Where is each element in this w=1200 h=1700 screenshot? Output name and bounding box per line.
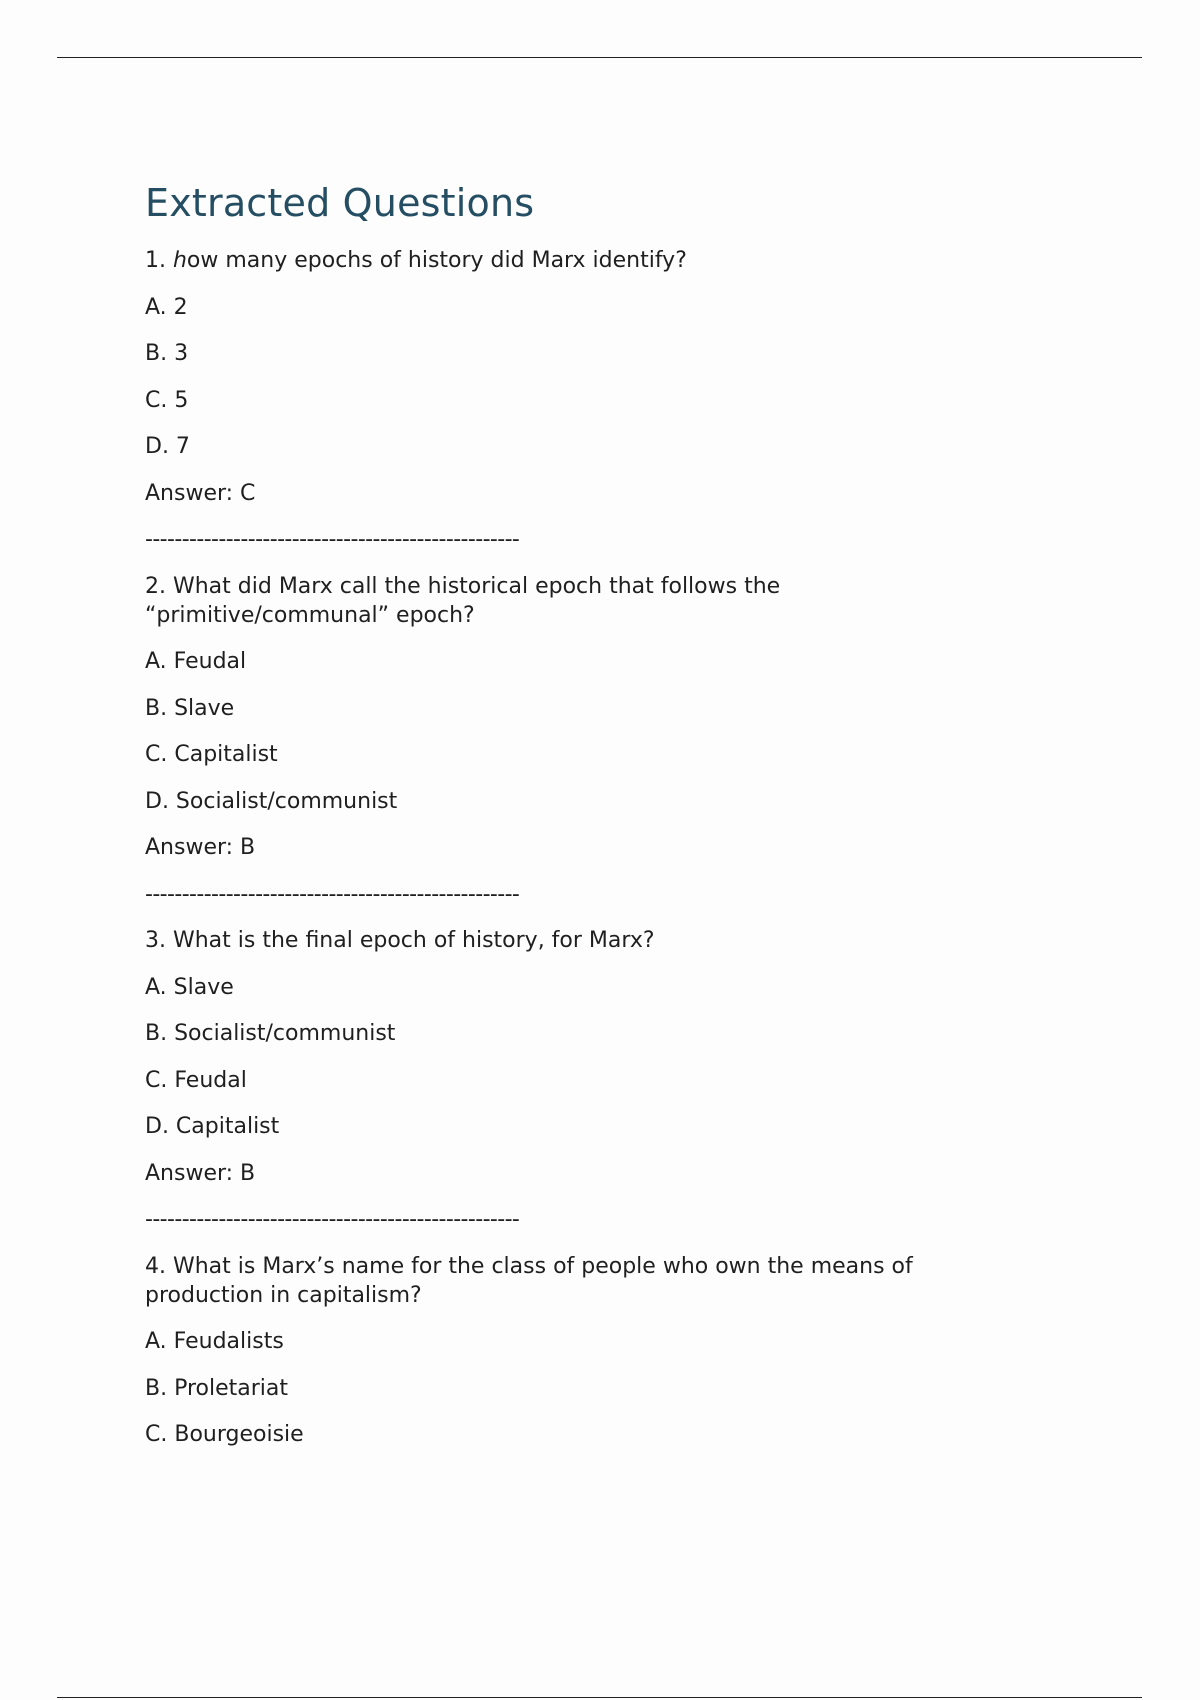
question-4-option-a: A. Feudalists bbox=[145, 1329, 284, 1354]
question-2-text: 2. What did Marx call the historical epoch that follows the “primitive/communal” epoch? bbox=[145, 573, 781, 628]
question-3-option-c: C. Feudal bbox=[145, 1067, 247, 1093]
question-1-option-c: C. 5 bbox=[145, 387, 189, 413]
separator-1: --------------------------------------------------- bbox=[145, 527, 520, 552]
question-3-option-a: A. Slave bbox=[145, 974, 234, 1000]
top-rule bbox=[57, 57, 1142, 58]
document-body bbox=[145, 176, 1065, 1467]
question-1-option-b: B. 3 bbox=[145, 341, 189, 366]
bottom-rule bbox=[57, 1697, 1142, 1698]
question-1-text: 1. ℎow many epochs of history did Marx identify? bbox=[145, 248, 687, 273]
question-4-text: 4. What is Marx’s name for the class of people who own the means of production in capitalism? bbox=[145, 1253, 913, 1308]
question-2-answer: Answer: B bbox=[145, 835, 256, 860]
question-2-option-c: C. Capitalist bbox=[145, 742, 278, 767]
question-1-option-a: A. 2 bbox=[145, 294, 188, 320]
question-4-option-c: C. Bourgeoisie bbox=[145, 1422, 304, 1447]
separator-2: --------------------------------------------------- bbox=[145, 881, 520, 907]
question-1-answer: Answer: C bbox=[145, 480, 256, 506]
question-2-option-a: A. Feudal bbox=[145, 649, 247, 674]
question-1-option-d: D. 7 bbox=[145, 434, 190, 459]
question-2-option-d: D. Socialist/communist bbox=[145, 788, 398, 814]
page-title: Extracted Questions bbox=[145, 181, 535, 225]
question-2-option-b: B. Slave bbox=[145, 695, 235, 721]
question-3-option-b: B. Socialist/communist bbox=[145, 1021, 396, 1046]
question-4-option-b: B. Proletariat bbox=[145, 1375, 288, 1401]
question-3-option-d: D. Capitalist bbox=[145, 1114, 280, 1139]
separator-3: --------------------------------------------------- bbox=[145, 1207, 520, 1232]
question-3-text: 3. What is the final epoch of history, for Marx? bbox=[145, 928, 655, 953]
question-3-answer: Answer: B bbox=[145, 1160, 256, 1186]
